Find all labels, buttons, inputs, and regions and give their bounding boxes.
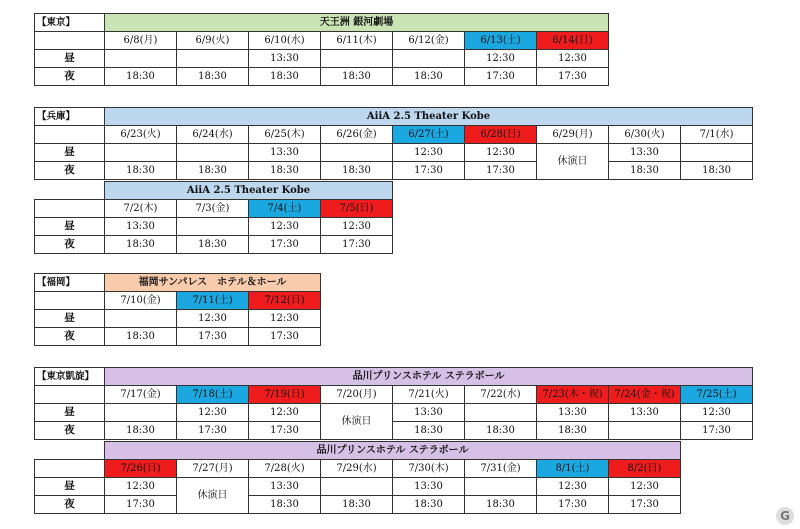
encore2-schedule-table	[34, 441, 681, 514]
date-header: 7/5(日)	[321, 200, 393, 218]
evening-time: 18:30	[105, 162, 177, 180]
matinee-time: 13:30	[537, 404, 609, 422]
evening-time: 18:30	[465, 496, 537, 514]
matinee-time: 13:30	[249, 50, 321, 68]
matinee-time	[105, 50, 177, 68]
matinee-time	[105, 404, 177, 422]
date-header: 7/1(水)	[681, 126, 753, 144]
venue-name: 天王洲 銀河劇場	[105, 14, 609, 32]
date-header: 6/8(月)	[105, 32, 177, 50]
venue-name: AiiA 2.5 Theater Kobe	[105, 182, 393, 200]
empty-cell	[35, 442, 105, 460]
corner-cell	[35, 32, 105, 50]
date-header: 7/11(土)	[177, 292, 249, 310]
evening-time: 18:30	[393, 422, 465, 440]
date-header: 6/10(水)	[249, 32, 321, 50]
matinee-time	[105, 310, 177, 328]
evening-time: 17:30	[249, 236, 321, 254]
date-header: 7/10(金)	[105, 292, 177, 310]
venue-name: AiiA 2.5 Theater Kobe	[105, 108, 753, 126]
matinee-time: 12:30	[321, 218, 393, 236]
night-row-label: 夜	[35, 496, 105, 514]
corner-cell	[35, 200, 105, 218]
matinee-time: 12:30	[249, 218, 321, 236]
venue-name: 品川プリンスホテル ステラボール	[105, 368, 753, 386]
empty-cell	[35, 182, 105, 200]
date-header: 7/23(木・祝)	[537, 386, 609, 404]
date-header: 6/26(金)	[321, 126, 393, 144]
matinee-time: 12:30	[537, 50, 609, 68]
corner-cell	[35, 292, 105, 310]
evening-time: 18:30	[105, 422, 177, 440]
matinee-time: 12:30	[537, 478, 609, 496]
hyogo2-schedule-table	[34, 181, 393, 254]
evening-time: 18:30	[393, 68, 465, 86]
matinee-time	[321, 50, 393, 68]
night-row-label: 夜	[35, 328, 105, 346]
day-row-label: 昼	[35, 478, 105, 496]
evening-time: 18:30	[105, 328, 177, 346]
matinee-time: 13:30	[105, 218, 177, 236]
date-header: 7/20(月)	[321, 386, 393, 404]
evening-time: 18:30	[321, 68, 393, 86]
watermark-logo-icon: G	[776, 507, 794, 525]
evening-time: 18:30	[321, 162, 393, 180]
date-header: 6/24(水)	[177, 126, 249, 144]
day-row-label: 昼	[35, 144, 105, 162]
matinee-time: 12:30	[465, 144, 537, 162]
day-row-label: 昼	[35, 50, 105, 68]
evening-time: 17:30	[537, 496, 609, 514]
region-label: 【東京凱旋】	[35, 368, 105, 386]
evening-time: 18:30	[609, 162, 681, 180]
evening-time: 17:30	[249, 422, 321, 440]
day-row-label: 昼	[35, 218, 105, 236]
date-header: 7/2(木)	[105, 200, 177, 218]
evening-time: 17:30	[393, 162, 465, 180]
matinee-time: 12:30	[681, 404, 753, 422]
evening-time: 17:30	[465, 162, 537, 180]
region-label: 【福岡】	[35, 274, 105, 292]
matinee-time	[465, 404, 537, 422]
tokyo-schedule-table	[34, 13, 609, 86]
evening-time: 18:30	[177, 162, 249, 180]
evening-time: 17:30	[249, 328, 321, 346]
date-header: 6/23(火)	[105, 126, 177, 144]
date-header: 6/29(月)	[537, 126, 609, 144]
matinee-time: 13:30	[393, 404, 465, 422]
date-header: 7/25(土)	[681, 386, 753, 404]
day-row-label: 昼	[35, 404, 105, 422]
corner-cell	[35, 460, 105, 478]
evening-time: 18:30	[321, 496, 393, 514]
date-header: 6/30(火)	[609, 126, 681, 144]
rest-day-cell: 休演日	[321, 404, 393, 440]
date-header: 7/4(土)	[249, 200, 321, 218]
evening-time: 18:30	[177, 68, 249, 86]
venue-name: 品川プリンスホテル ステラボール	[105, 442, 681, 460]
date-header: 6/11(木)	[321, 32, 393, 50]
date-header: 7/22(水)	[465, 386, 537, 404]
matinee-time: 13:30	[249, 144, 321, 162]
matinee-time	[105, 144, 177, 162]
fukuoka-schedule-table	[34, 273, 321, 346]
date-header: 7/24(金・祝)	[609, 386, 681, 404]
region-label: 【兵庫】	[35, 108, 105, 126]
date-header: 6/9(火)	[177, 32, 249, 50]
matinee-time: 13:30	[609, 404, 681, 422]
date-header: 7/31(金)	[465, 460, 537, 478]
region-label: 【東京】	[35, 14, 105, 32]
date-header: 6/28(日)	[465, 126, 537, 144]
date-header: 7/17(金)	[105, 386, 177, 404]
matinee-time: 12:30	[105, 478, 177, 496]
night-row-label: 夜	[35, 68, 105, 86]
rest-day-cell: 休演日	[537, 144, 609, 180]
evening-time	[609, 422, 681, 440]
matinee-time	[177, 218, 249, 236]
date-header: 7/21(火)	[393, 386, 465, 404]
matinee-time	[177, 50, 249, 68]
encore-schedule-table	[34, 367, 753, 440]
matinee-time: 12:30	[177, 310, 249, 328]
evening-time: 18:30	[681, 162, 753, 180]
evening-time: 17:30	[537, 68, 609, 86]
evening-time: 18:30	[105, 236, 177, 254]
night-row-label: 夜	[35, 422, 105, 440]
date-header: 6/14(日)	[537, 32, 609, 50]
date-header: 7/30(木)	[393, 460, 465, 478]
date-header: 7/12(日)	[249, 292, 321, 310]
corner-cell	[35, 386, 105, 404]
date-header: 6/12(金)	[393, 32, 465, 50]
evening-time: 18:30	[249, 496, 321, 514]
venue-name: 福岡サンパレス ホテル＆ホール	[105, 274, 321, 292]
day-row-label: 昼	[35, 310, 105, 328]
matinee-time: 12:30	[393, 144, 465, 162]
date-header: 6/13(土)	[465, 32, 537, 50]
evening-time: 17:30	[609, 496, 681, 514]
evening-time: 17:30	[105, 496, 177, 514]
matinee-time: 13:30	[393, 478, 465, 496]
evening-time: 17:30	[681, 422, 753, 440]
night-row-label: 夜	[35, 162, 105, 180]
evening-time: 18:30	[177, 236, 249, 254]
evening-time: 18:30	[249, 162, 321, 180]
evening-time: 17:30	[177, 422, 249, 440]
evening-time: 17:30	[177, 328, 249, 346]
matinee-time: 12:30	[249, 404, 321, 422]
date-header: 7/29(水)	[321, 460, 393, 478]
matinee-time: 13:30	[249, 478, 321, 496]
night-row-label: 夜	[35, 236, 105, 254]
matinee-time	[177, 144, 249, 162]
date-header: 7/26(日)	[105, 460, 177, 478]
hyogo-schedule-table	[34, 107, 753, 180]
matinee-time	[321, 144, 393, 162]
evening-time: 18:30	[105, 68, 177, 86]
matinee-time: 12:30	[177, 404, 249, 422]
date-header: 7/28(火)	[249, 460, 321, 478]
matinee-time: 12:30	[609, 478, 681, 496]
evening-time: 18:30	[465, 422, 537, 440]
date-header: 6/25(木)	[249, 126, 321, 144]
matinee-time	[321, 478, 393, 496]
matinee-time	[681, 144, 753, 162]
matinee-time	[393, 50, 465, 68]
matinee-time: 12:30	[249, 310, 321, 328]
evening-time: 17:30	[465, 68, 537, 86]
date-header: 7/3(金)	[177, 200, 249, 218]
date-header: 7/27(月)	[177, 460, 249, 478]
date-header: 8/1(土)	[537, 460, 609, 478]
date-header: 8/2(日)	[609, 460, 681, 478]
corner-cell	[35, 126, 105, 144]
evening-time: 18:30	[393, 496, 465, 514]
evening-time: 18:30	[249, 68, 321, 86]
date-header: 7/19(日)	[249, 386, 321, 404]
evening-time: 17:30	[321, 236, 393, 254]
date-header: 7/18(土)	[177, 386, 249, 404]
matinee-time: 12:30	[465, 50, 537, 68]
matinee-time: 13:30	[609, 144, 681, 162]
evening-time: 18:30	[537, 422, 609, 440]
date-header: 6/27(土)	[393, 126, 465, 144]
matinee-time	[465, 478, 537, 496]
rest-day-cell: 休演日	[177, 478, 249, 514]
